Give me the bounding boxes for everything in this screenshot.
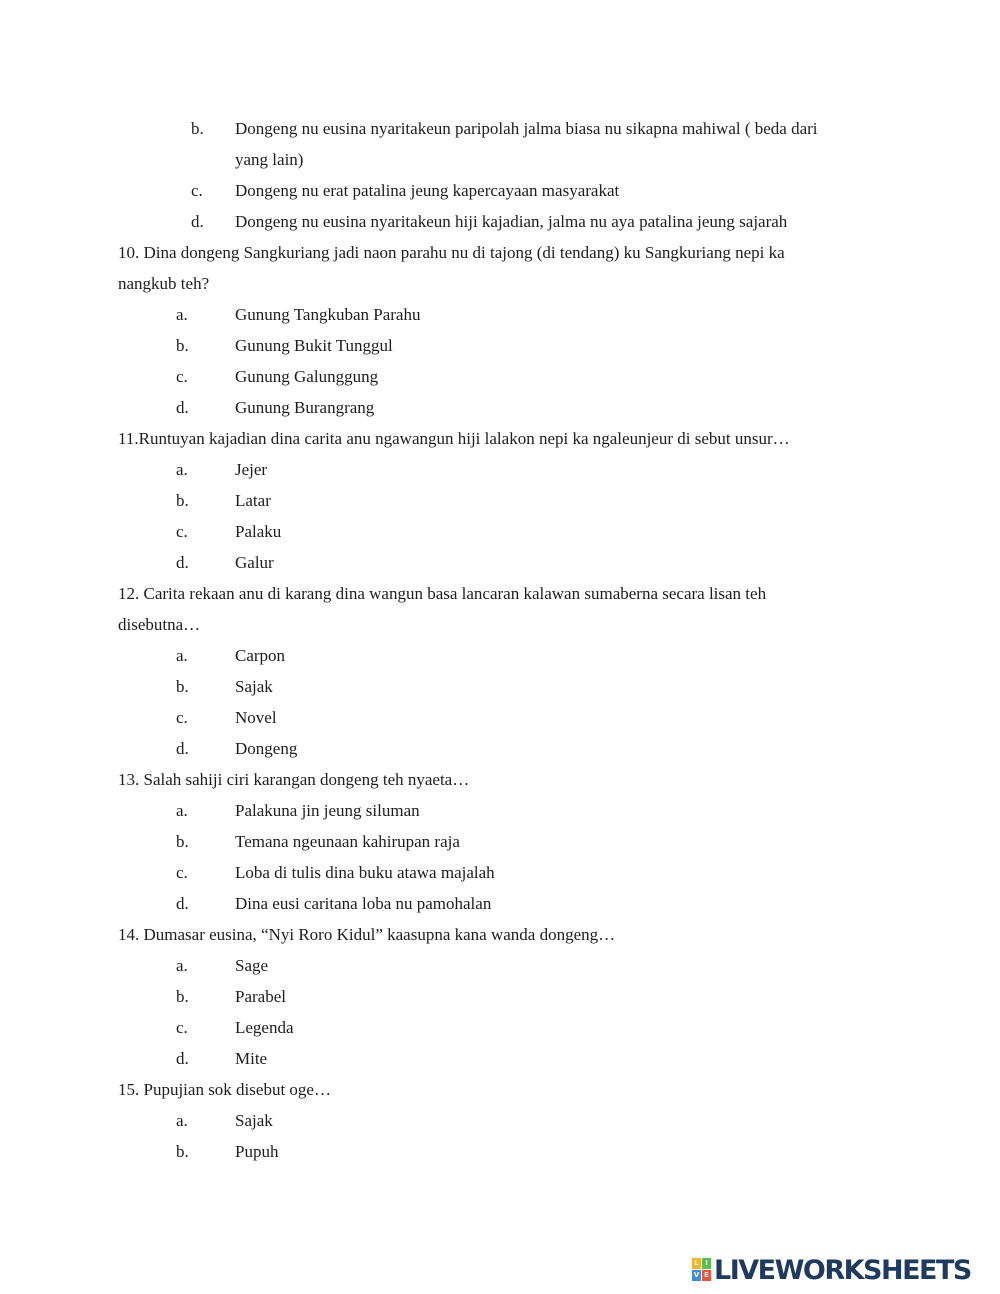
option-text: Pupuh <box>235 1142 279 1161</box>
option-text: Gunung Bukit Tunggul <box>235 336 393 355</box>
option-letter: b. <box>176 336 189 355</box>
option-text: Jejer <box>235 460 268 479</box>
logo-icon-tile-2: I <box>702 1258 711 1269</box>
option-letter: d. <box>176 739 189 758</box>
option-letter: b. <box>176 1142 189 1161</box>
question-text: 12. Carita rekaan anu di karang dina wangun basa lancaran kalawan sumaberna secara lisan teh <box>118 584 767 603</box>
option-letter: b. <box>176 987 189 1006</box>
option-text: Dongeng <box>235 739 298 758</box>
question-text: 13. Salah sahiji ciri karangan dongeng teh nyaeta… <box>118 770 470 789</box>
liveworksheets-logo <box>692 1254 992 1288</box>
option-letter: a. <box>176 956 188 975</box>
logo-icon-tile-1: L <box>692 1258 701 1269</box>
question-text: 10. Dina dongeng Sangkuriang jadi naon parahu nu di tajong (di tendang) ku Sangkuriang nepi ka <box>118 243 785 262</box>
option-text: Sajak <box>235 677 273 696</box>
option-text: Palakuna jin jeung siluman <box>235 801 420 820</box>
liveworksheets-logo-icon <box>692 1258 712 1282</box>
option-text: Temana ngeunaan kahirupan raja <box>235 832 460 851</box>
option-letter: c. <box>176 708 188 727</box>
option-text: Parabel <box>235 987 286 1006</box>
option-text: Sage <box>235 956 269 975</box>
option-text: Loba di tulis dina buku atawa majalah <box>235 863 495 882</box>
option-text: Gunung Tangkuban Parahu <box>235 305 421 324</box>
option-letter: d. <box>191 212 204 231</box>
option-letter: a. <box>176 460 188 479</box>
option-letter: a. <box>176 646 188 665</box>
option-text: Dongeng nu eusina nyaritakeun paripolah jalma biasa nu sikapna mahiwal ( beda dari <box>235 119 818 138</box>
question-text: 14. Dumasar eusina, “Nyi Roro Kidul” kaasupna kana wanda dongeng… <box>118 925 616 944</box>
option-letter: b. <box>176 832 189 851</box>
option-letter: d. <box>176 398 189 417</box>
option-text: Latar <box>235 491 271 510</box>
option-text: Carpon <box>235 646 286 665</box>
logo-icon-tile-3: V <box>693 1271 700 1279</box>
option-letter: d. <box>176 894 189 913</box>
option-text-continuation: yang lain) <box>235 150 304 169</box>
logo-icon-tile-4: E <box>702 1270 711 1281</box>
option-text: Galur <box>235 553 274 572</box>
option-letter: c. <box>176 863 188 882</box>
question-text-continuation: nangkub teh? <box>118 274 210 293</box>
option-letter: b. <box>191 119 204 138</box>
option-letter: b. <box>176 491 189 510</box>
option-letter: c. <box>176 1018 188 1037</box>
option-text: Legenda <box>235 1018 294 1037</box>
option-letter: b. <box>176 677 189 696</box>
option-text: Dongeng nu erat patalina jeung kapercayaan masyarakat <box>235 181 620 200</box>
liveworksheets-logo-text: LIVEWORKSHEETS <box>714 1255 971 1286</box>
option-text: Mite <box>235 1049 268 1068</box>
question-text-continuation: disebutna… <box>118 615 201 634</box>
option-letter: d. <box>176 1049 189 1068</box>
option-text: Dina eusi caritana loba nu pamohalan <box>235 894 492 913</box>
question-text: 11.Runtuyan kajadian dina carita anu ngawangun hiji lalakon nepi ka ngaleunjeur di sebut unsur… <box>118 429 790 448</box>
option-letter: a. <box>176 305 188 324</box>
option-letter: a. <box>176 801 188 820</box>
option-text: Gunung Galunggung <box>235 367 379 386</box>
option-text: Dongeng nu eusina nyaritakeun hiji kajadian, jalma nu aya patalina jeung sajarah <box>235 212 788 231</box>
option-text: Sajak <box>235 1111 273 1130</box>
option-text: Palaku <box>235 522 282 541</box>
option-letter: a. <box>176 1111 188 1130</box>
option-letter: c. <box>191 181 203 200</box>
option-letter: c. <box>176 522 188 541</box>
option-text: Gunung Burangrang <box>235 398 375 417</box>
option-letter: d. <box>176 553 189 572</box>
option-text: Novel <box>235 708 277 727</box>
question-text: 15. Pupujian sok disebut oge… <box>118 1080 331 1099</box>
option-letter: c. <box>176 367 188 386</box>
